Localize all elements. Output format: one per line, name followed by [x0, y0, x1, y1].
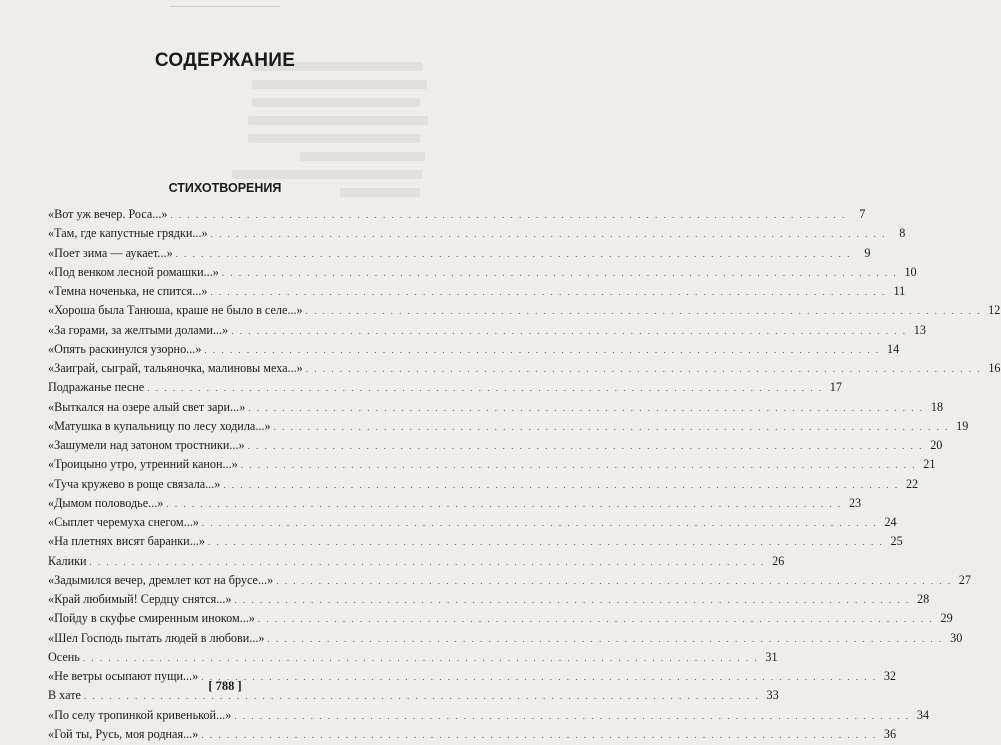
toc-entry: [48, 494, 862, 513]
toc-entry-page: 19: [956, 418, 969, 433]
toc-entry-title: «Зашумели над затоном тростники...»: [48, 438, 245, 452]
leader-dots: . . . . . . . . . . . . . . . . . . . . . . . . . . . . . . . . . . . . . . . . . . . . . . . . . . . . . . . . . . . . . . . . . . . . . . . . . . . . . . . .: [223, 479, 900, 490]
toc-entry: [48, 513, 897, 532]
leader-dots: . . . . . . . . . . . . . . . . . . . . . . . . . . . . . . . . . . . . . . . . . . . . . . . . . . . . . . . . . . . . . . . . . . . . . . . . . . . . . . . .: [201, 729, 878, 740]
toc-entry-page: 12: [988, 303, 1001, 318]
toc-entry-page: 21: [923, 457, 936, 472]
toc-entry-title: Калики: [48, 553, 87, 568]
toc-entry-page: 7: [859, 207, 866, 221]
toc-entry: [48, 629, 963, 648]
toc-entry-page: 14: [886, 341, 900, 356]
toc-entry: [48, 301, 1001, 320]
toc-entry-page: 9: [864, 245, 871, 260]
toc-entry-page: 34: [916, 707, 930, 722]
leader-dots: . . . . . . . . . . . . . . . . . . . . . . . . . . . . . . . . . . . . . . . . . . . . . . . . . . . . . . . . . . . . . . . . . . . . . . . . . . . . . . . .: [273, 421, 950, 432]
page-number: [ 788 ]: [208, 679, 242, 693]
toc-entry-title: «Хороша была Танюша, краше не было в селе...»: [48, 303, 303, 318]
toc-entry: [48, 725, 897, 744]
toc-entry: [48, 532, 903, 551]
toc-entry-page: 27: [958, 572, 971, 587]
toc-entry: [48, 648, 778, 667]
leader-dots: . . . . . . . . . . . . . . . . . . . . . . . . . . . . . . . . . . . . . . . . . . . . . . . . . . . . . . . . . . . . . . . . . . . . . . . . . . . . . . . .: [231, 325, 907, 336]
toc-entry-title: «По селу тропинкой кривенькой...»: [48, 707, 232, 722]
toc-entry: [48, 571, 971, 590]
toc-entry-page: 8: [899, 226, 906, 241]
toc-entry: [48, 417, 969, 436]
toc-entry: [48, 590, 930, 609]
page-title: СОДЕРЖАНИЕ: [154, 50, 296, 71]
toc-entry-title: «Опять раскинулся узорно...»: [48, 341, 202, 356]
leader-dots: . . . . . . . . . . . . . . . . . . . . . . . . . . . . . . . . . . . . . . . . . . . . . . . . . . . . . . . . . . . . . . . . . . . . . . . . . . . . . . . .: [147, 383, 823, 394]
toc-entry: [48, 475, 919, 494]
leader-dots: . . . . . . . . . . . . . . . . . . . . . . . . . . . . . . . . . . . . . . . . . . . . . . . . . . . . . . . . . . . . . . . . . . . . . . . . . . . . . . . .: [248, 402, 925, 413]
toc-entry-title: «Край любимый! Сердцу снятся...»: [48, 592, 232, 606]
leader-dots: . . . . . . . . . . . . . . . . . . . . . . . . . . . . . . . . . . . . . . . . . . . . . . . . . . . . . . . . . . . . . . . . . . . . . . . . . . . . . . . .: [210, 229, 887, 240]
toc-entry-title: «Гой ты, Русь, моя родная...»: [48, 726, 199, 741]
toc-entry: [48, 436, 943, 455]
toc-entry: [48, 398, 944, 417]
toc-entry-title: «Заиграй, сыграй, тальяночка, малиновы меха...»: [48, 361, 303, 375]
toc-entry-title: «Задымился вечер, дремлет кот на брусе...»: [48, 572, 274, 587]
leader-dots: . . . . . . . . . . . . . . . . . . . . . . . . . . . . . . . . . . . . . . . . . . . . . . . . . . . . . . . . . . . . . . . . . . . . . . . . . . . . . . . .: [166, 498, 843, 509]
toc-entry-page: 25: [890, 534, 903, 549]
toc-entry-page: 29: [940, 611, 953, 626]
leader-dots: . . . . . . . . . . . . . . . . . . . . . . . . . . . . . . . . . . . . . . . . . . . . . . . . . . . . . . . . . . . . . . . . . . . . . . . . . . . . . . . .: [221, 267, 898, 278]
leader-dots: . . . . . . . . . . . . . . . . . . . . . . . . . . . . . . . . . . . . . . . . . . . . . . . . . . . . . . . . . . . . . . . . . . . . . . . . . . . . . . . .: [267, 633, 944, 644]
leader-dots: . . . . . . . . . . . . . . . . . . . . . . . . . . . . . . . . . . . . . . . . . . . . . . . . . . . . . . . . . . . . . . . . . . . . . . . . . . . . . . . .: [257, 614, 934, 625]
leader-dots: . . . . . . . . . . . . . . . . . . . . . . . . . . . . . . . . . . . . . . . . . . . . . . . . . . . . . . . . . . . . . . . . . . . . . . . . . . . . . . . .: [276, 575, 952, 586]
toc-entry-title: Подражанье песне: [48, 380, 145, 395]
toc-entry: [48, 321, 926, 340]
toc-entry-title: «Туча кружево в роще связала...»: [48, 476, 221, 491]
toc-entry: [48, 340, 900, 359]
leader-dots: . . . . . . . . . . . . . . . . . . . . . . . . . . . . . . . . . . . . . . . . . . . . . . . . . . . . . . . . . . . . . . . . . . . . . . . . . . . . . . . .: [240, 460, 917, 471]
toc-entry-title: «Темна ноченька, не спится...»: [48, 284, 208, 298]
toc-entry: [48, 609, 953, 628]
toc-entry-page: 36: [883, 726, 897, 741]
toc-entry-title: Осень: [48, 649, 80, 664]
leader-dots: . . . . . . . . . . . . . . . . . . . . . . . . . . . . . . . . . . . . . . . . . . . . . . . . . . . . . . . . . . . . . . . . . . . . . . . . . . . . . . . .: [210, 287, 887, 297]
toc-entry-title: «Не ветры осыпают пущи...»: [48, 669, 199, 683]
toc-entry: [48, 224, 906, 243]
toc-entry-page: 33: [766, 688, 779, 703]
toc-entry-page: 22: [905, 476, 919, 491]
leader-dots: . . . . . . . . . . . . . . . . . . . . . . . . . . . . . . . . . . . . . . . . . . . . . . . . . . . . . . . . . . . . . . . . . . . . . . . . . . . . . . . .: [305, 306, 982, 317]
toc-entry-page: 30: [950, 630, 963, 645]
leader-dots: . . . . . . . . . . . . . . . . . . . . . . . . . . . . . . . . . . . . . . . . . . . . . . . . . . . . . . . . . . . . . . . . . . . . . . . . . . . . . . . .: [83, 691, 760, 702]
toc-entry-page: 11: [893, 284, 906, 298]
toc-entry-page: 17: [829, 380, 842, 395]
toc-entry-title: «За горами, за желтыми долами...»: [48, 322, 229, 337]
toc-entry-page: 32: [883, 669, 896, 683]
table-of-contents: [48, 205, 1001, 744]
toc-entry-page: 28: [917, 592, 930, 606]
leader-dots: . . . . . . . . . . . . . . . . . . . . . . . . . . . . . . . . . . . . . . . . . . . . . . . . . . . . . . . . . . . . . . . . . . . . . . . . . . . . . . . .: [89, 556, 766, 567]
toc-entry: [48, 244, 871, 263]
toc-entry: [48, 359, 1001, 378]
leader-dots: . . . . . . . . . . . . . . . . . . . . . . . . . . . . . . . . . . . . . . . . . . . . . . . . . . . . . . . . . . . . . . . . . . . . . . . . . . . . . . . .: [207, 537, 884, 548]
leader-dots: . . . . . . . . . . . . . . . . . . . . . . . . . . . . . . . . . . . . . . . . . . . . . . . . . . . . . . . . . . . . . . . . . . . . . . . . . . . . . . . .: [247, 441, 924, 451]
leader-dots: . . . . . . . . . . . . . . . . . . . . . . . . . . . . . . . . . . . . . . . . . . . . . . . . . . . . . . . . . . . . . . . . . . . . . . . . . . . . . . . .: [175, 248, 852, 259]
running-header-bleed: [170, 6, 280, 17]
toc-entry-title: «Поет зима — аукает...»: [48, 245, 173, 260]
toc-entry-page: 24: [884, 515, 897, 529]
toc-entry: [48, 263, 917, 282]
toc-entry-title: «Там, где капустные грядки...»: [48, 226, 208, 241]
leader-dots: . . . . . . . . . . . . . . . . . . . . . . . . . . . . . . . . . . . . . . . . . . . . . . . . . . . . . . . . . . . . . . . . . . . . . . . . . . . . . . . .: [201, 672, 877, 682]
toc-entry: [48, 552, 785, 571]
leader-dots: . . . . . . . . . . . . . . . . . . . . . . . . . . . . . . . . . . . . . . . . . . . . . . . . . . . . . . . . . . . . . . . . . . . . . . . . . . . . . . . .: [234, 595, 911, 605]
leader-dots: . . . . . . . . . . . . . . . . . . . . . . . . . . . . . . . . . . . . . . . . . . . . . . . . . . . . . . . . . . . . . . . . . . . . . . . . . . . . . . . .: [170, 210, 847, 220]
toc-entry-title: «Выткался на озере алый свет зари...»: [48, 399, 246, 414]
toc-entry-page: 18: [930, 399, 944, 414]
toc-entry: [48, 455, 936, 474]
toc-entry: [48, 282, 906, 301]
toc-entry-title: В хате: [48, 688, 81, 703]
toc-entry-page: 16: [988, 361, 1001, 375]
toc-entry-page: 13: [913, 322, 926, 337]
toc-entry: [48, 205, 866, 224]
toc-entry-title: «Шел Господь пытать людей в любови...»: [48, 630, 265, 645]
toc-entry: [48, 378, 842, 397]
toc-entry-title: «Сыплет черемуха снегом...»: [48, 515, 199, 529]
leader-dots: . . . . . . . . . . . . . . . . . . . . . . . . . . . . . . . . . . . . . . . . . . . . . . . . . . . . . . . . . . . . . . . . . . . . . . . . . . . . . . . .: [201, 518, 878, 528]
toc-entry-title: «Троицыно утро, утренний канон...»: [48, 457, 238, 472]
section-heading: СТИХОТВОРЕНИЯ: [168, 181, 282, 195]
toc-entry-title: «Вот уж вечер. Роса...»: [48, 207, 168, 221]
leader-dots: . . . . . . . . . . . . . . . . . . . . . . . . . . . . . . . . . . . . . . . . . . . . . . . . . . . . . . . . . . . . . . . . . . . . . . . . . . . . . . . .: [234, 710, 911, 721]
leader-dots: . . . . . . . . . . . . . . . . . . . . . . . . . . . . . . . . . . . . . . . . . . . . . . . . . . . . . . . . . . . . . . . . . . . . . . . . . . . . . . . .: [204, 344, 881, 355]
leader-dots: . . . . . . . . . . . . . . . . . . . . . . . . . . . . . . . . . . . . . . . . . . . . . . . . . . . . . . . . . . . . . . . . . . . . . . . . . . . . . . . .: [82, 652, 759, 663]
toc-entry-title: «На плетнях висят баранки...»: [48, 534, 205, 549]
toc-entry-page: 10: [904, 264, 917, 279]
toc-entry-page: 20: [930, 438, 943, 452]
toc-entry-title: «Дымом половодье...»: [48, 495, 164, 510]
toc-entry-title: «Под венком лесной ромашки...»: [48, 264, 219, 279]
toc-entry: [48, 706, 930, 725]
toc-entry-title: «Матушка в купальницу по лесу ходила...»: [48, 418, 271, 433]
toc-entry-page: 23: [848, 495, 862, 510]
toc-entry-page: 31: [765, 649, 778, 664]
toc-entry-title: «Пойду в скуфье смиренным иноком...»: [48, 611, 255, 626]
leader-dots: . . . . . . . . . . . . . . . . . . . . . . . . . . . . . . . . . . . . . . . . . . . . . . . . . . . . . . . . . . . . . . . . . . . . . . . . . . . . . . . .: [305, 364, 982, 374]
toc-entry-page: 26: [772, 553, 785, 568]
